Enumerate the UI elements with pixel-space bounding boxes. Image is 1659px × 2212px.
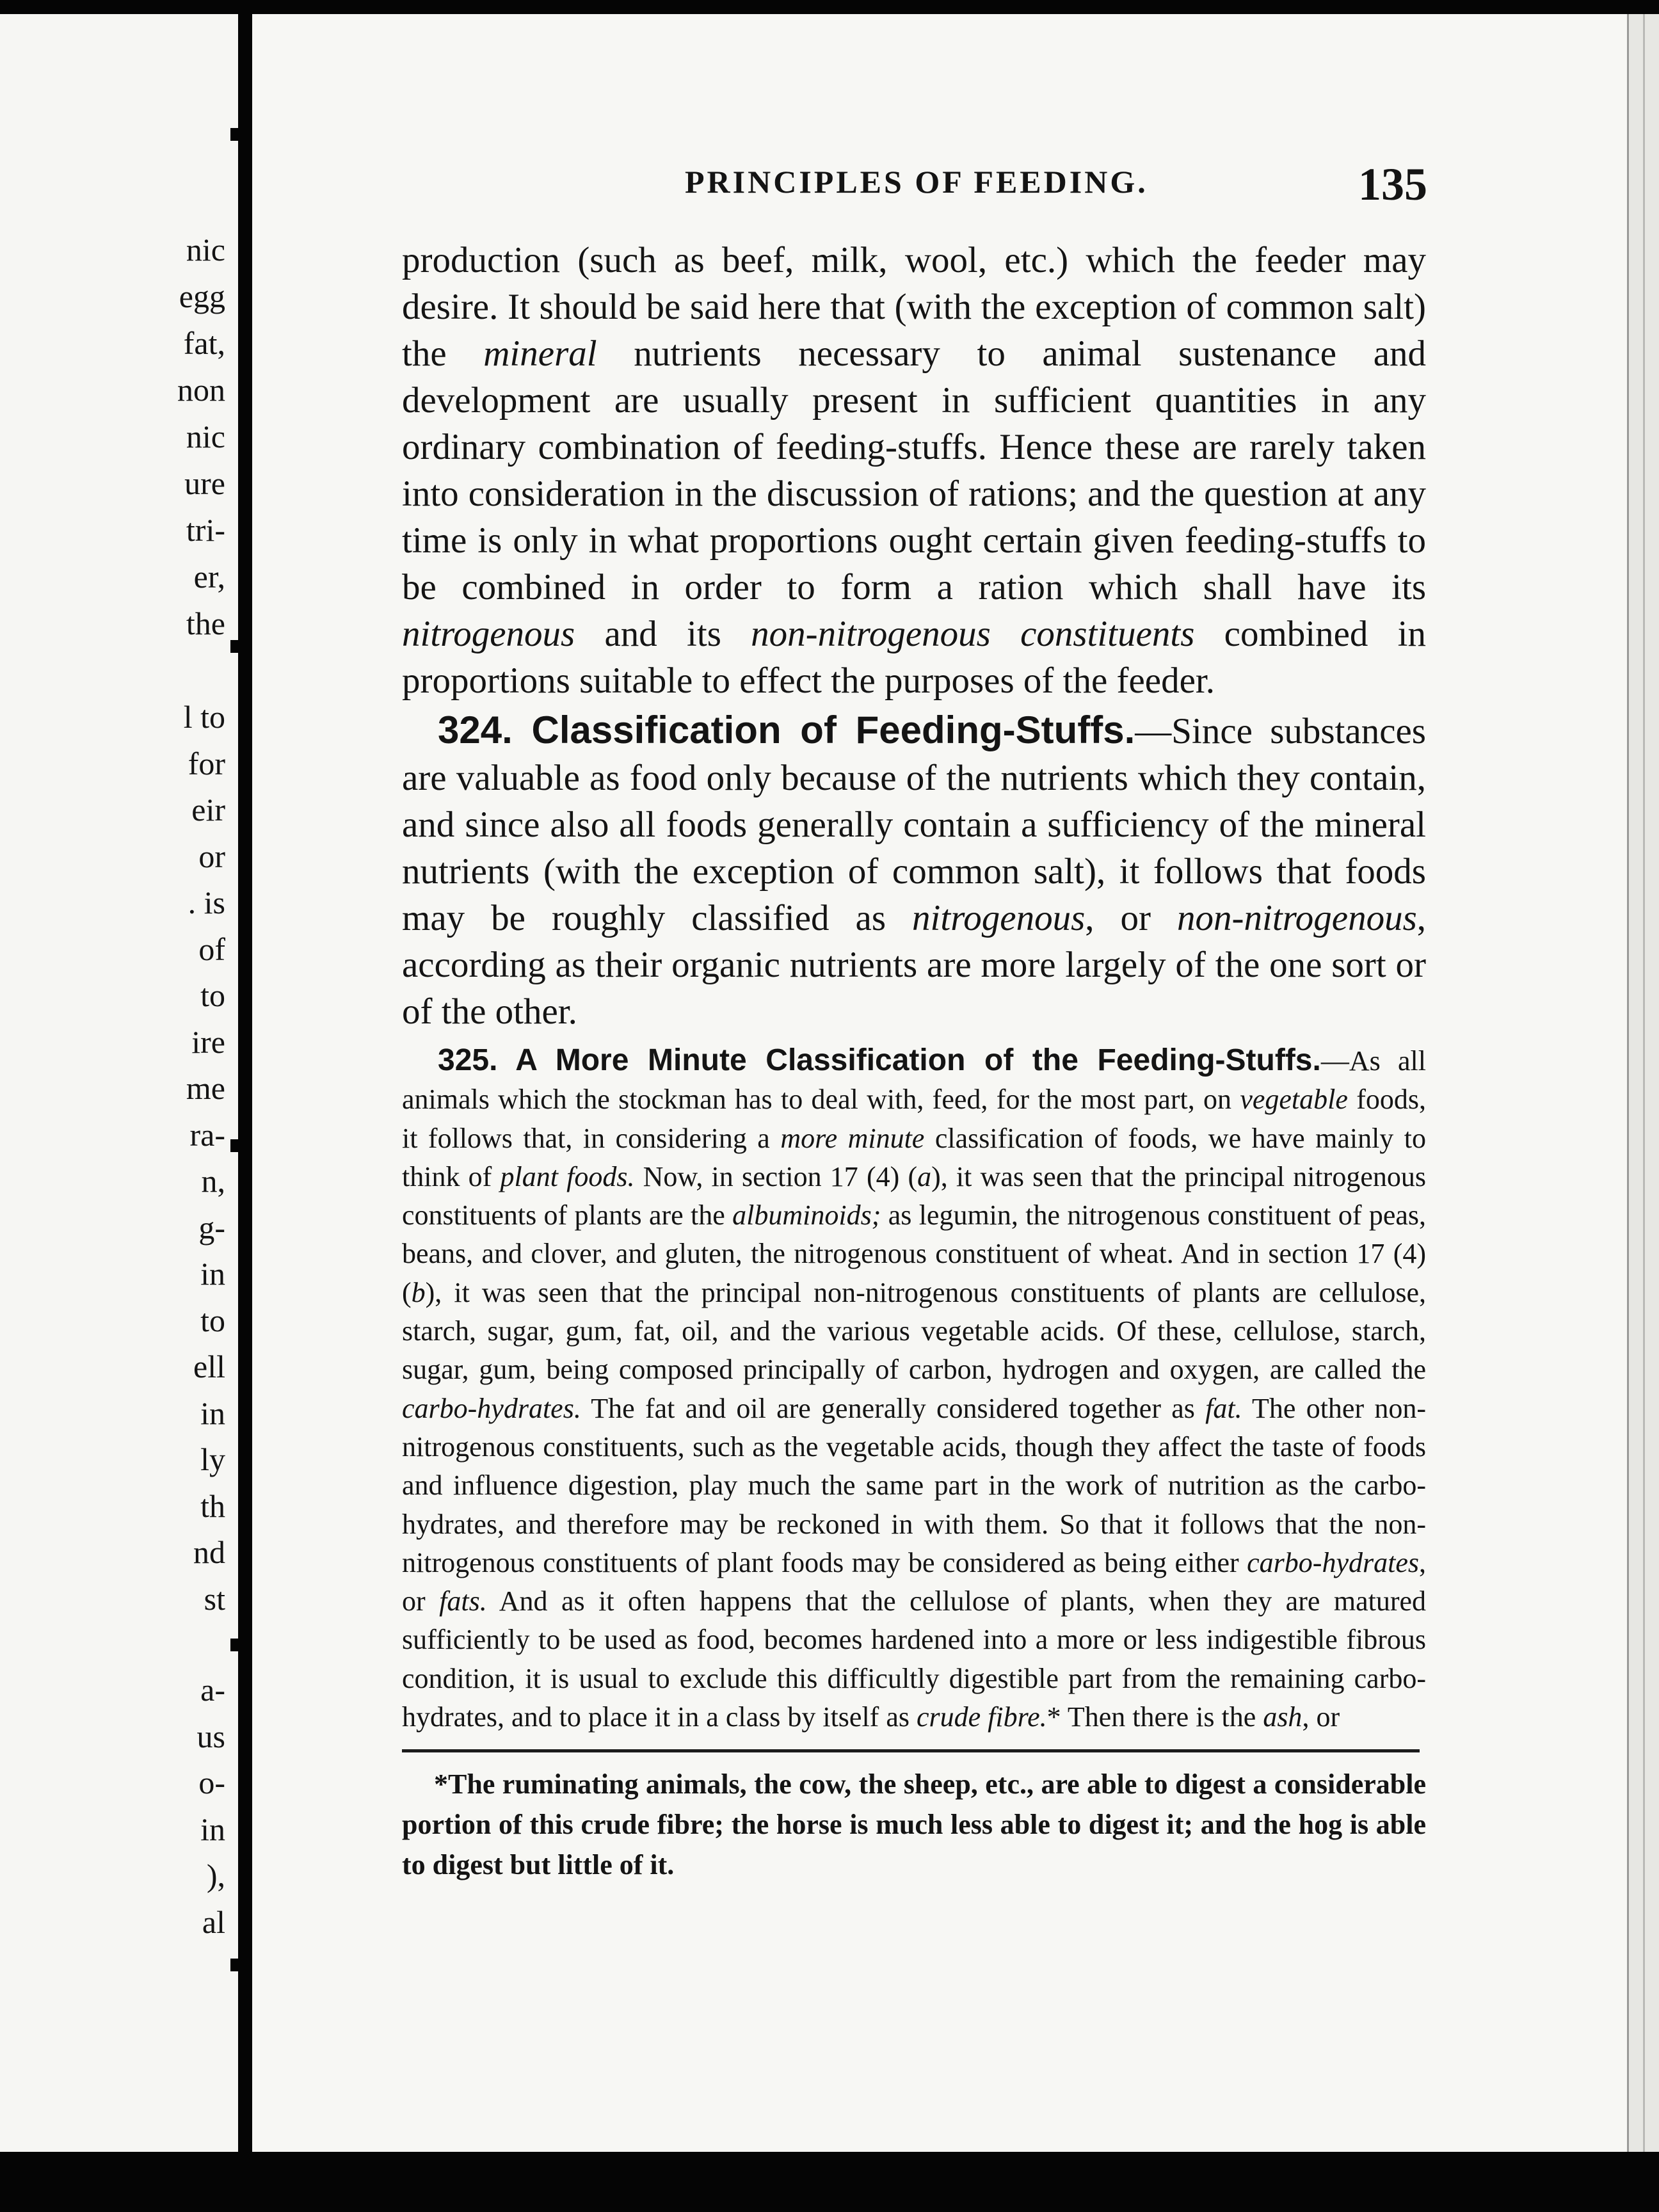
text-run: combined in proportions suitable to effect the purposes of the feeder. [402,614,1427,701]
facing-page-fragment: nd [193,1534,225,1570]
text-run: , according as their organic nutrients are more largely of the one sort or of the other. [402,898,1426,1032]
facing-page-fragment: tri- [186,512,225,548]
facing-page-fragment: ly [200,1441,225,1477]
facing-page-fragment: fat, [183,325,225,361]
text-run: Now, in section 17 (4) ( [634,1160,918,1192]
facing-page-fragment: the [186,605,225,641]
facing-page-edge [0,14,238,2152]
italic-run: fat. [1205,1392,1242,1424]
facing-page-fragment: a- [200,1672,225,1708]
text-run: , or [402,1546,1426,1617]
text-run: production (such as beef, milk, wool, etc.) which the feeder may desire. It should be said here that (with the exception of common salt) the [402,240,1426,374]
facing-page-fragment: of [198,931,225,967]
facing-page-fragment: us [196,1718,225,1754]
page-body [402,237,1426,1885]
page-header [685,159,1427,214]
italic-run: nitrogenous [402,614,575,654]
facing-page-fragment: n, [201,1163,225,1199]
facing-page-fragment: in [200,1811,225,1847]
facing-page-fragment: er, [193,559,225,595]
italic-run: non-nitrogenous [1177,898,1417,938]
page-number: 135 [1358,159,1427,210]
scan-frame-bottom [0,2152,1659,2212]
facing-page-fragment: l to [183,699,225,735]
italic-run: carbo-hydrates. [402,1392,581,1424]
footnote-rule [402,1749,1420,1752]
facing-page-fragment: o- [198,1765,225,1800]
page-edge-right [1627,14,1659,2152]
text-run: —Since substances are valuable as food only because of the nutrients which they contain, and since also all foods generally contain a sufficiency of the mineral nutrients (with the exception of common salt), it follows that foods may be roughly classified as [402,711,1426,938]
text-run: * Then there is the [1046,1701,1263,1733]
text-run: and its [575,614,751,654]
text-run: ), it was seen that the principal non-nitrogenous constituents of plants are cellulose, starch, sugar, gum, fat, oil, and the various vegetable acids. Of these, cellulose, starch, sugar, gum, being composed principally of carbon, hydrogen and oxygen, are called the [402,1276,1426,1386]
facing-page-fragment: ), [206,1857,225,1893]
italic-run: b [411,1276,426,1308]
text-run: foods, it follows that, in considering a [402,1084,1426,1154]
facing-page-fragment: to [200,977,225,1013]
footnote: *The ruminating animals, the cow, the sheep, etc., are able to digest a considerable portion of this crude fibre; the horse is much less able to digest it; and the hog is able to digest but little of it. [402,1768,1426,1881]
italic-run: non-nitrogenous constituents [751,614,1195,654]
text-run: —As all animals which the stockman has to deal with, feed, for the most part, on [402,1045,1426,1116]
facing-page-fragment: for [188,745,225,781]
italic-run: nitrogenous [912,898,1086,938]
text-run: ), it was seen that the principal nitrogenous constituents of plants are the [402,1160,1426,1231]
facing-page-fragment: ire [191,1023,225,1060]
text-run: The other non-nitrogenous constituents, such as the vegetable acids, though they affect the taste of foods and influence digestion, play much the same part in the work of nutrition as the carbo-hydrates, and therefore may be reckoned in with them. So that it follows that the non-nitrogenous constituents of plant foods may be considered as being either [402,1392,1427,1578]
facing-page-fragment: nic [186,419,225,454]
facing-page-fragment: non [177,372,225,408]
text-run: The fat and oil are generally considered together as [581,1392,1206,1424]
section-325-heading: 325. A More Minute Classification of the Feeding-Stuffs. [438,1043,1321,1077]
book-gutter [238,0,252,2212]
text-run: classification of foods, we have mainly to think of [402,1122,1427,1192]
text-run: , or [1302,1701,1340,1733]
italic-run: ash [1263,1701,1302,1733]
facing-page-fragment: in [200,1395,225,1431]
section-325 [402,1041,1426,1736]
text-run: as legumin, the nitrogenous constituent of peas, beans, and clover, and gluten, the nitrogenous constituent of wheat. And in section 17 (4) ( [402,1199,1427,1308]
italic-run: crude fibre. [917,1701,1047,1733]
text-run: , or [1085,898,1178,938]
section-324 [402,707,1426,1035]
facing-page-fragment: ell [193,1349,225,1384]
section-324-heading: 324. Classification of Feeding-Stuffs. [438,709,1135,751]
facing-page-fragment: egg [179,278,225,314]
facing-page-fragment: eir [191,792,225,828]
text-run: nutrients necessary to animal sustenance and development are usually present in sufficient quantities in any ordinary combination of feeding-stuffs. Hence these are rarely taken into consideration in the discussion of rations; and the question at any time is only in what proportions ought certain given feeding-stuffs to be combined in order to form a ration which shall have its [402,333,1426,607]
italic-run: plant foods. [500,1160,635,1192]
facing-page-fragment: to [200,1302,225,1338]
running-head: PRINCIPLES OF FEEDING. [685,164,1148,200]
facing-page-fragment: me [186,1070,225,1106]
facing-page-fragment: or [198,838,225,874]
facing-page-fragment: ure [184,465,225,501]
facing-page-fragment: in [200,1256,225,1292]
text-run: And as it often happens that the cellulose of plants, when they are matured sufficiently to be used as food, becomes hardened into a more or less indigestible fibrous condition, it is usual to exclude this difficultly digestible part from the remaining carbo-hydrates, and to place it in a class by itself as [402,1585,1427,1733]
italic-run: mineral [483,333,597,374]
italic-run: more minute [780,1122,925,1154]
italic-run: albuminoids; [732,1199,881,1231]
italic-run: carbo-hydrates [1247,1546,1419,1578]
facing-page-fragment: nic [186,232,225,268]
facing-page-fragment: st [204,1580,225,1617]
facing-page-fragment: ra- [189,1116,225,1153]
facing-page-fragment: al [202,1903,225,1940]
facing-page-fragment: g- [198,1209,225,1246]
italic-run: fats. [439,1585,487,1617]
italic-run: a [917,1160,932,1192]
paragraph-continuation [402,237,1426,704]
facing-page-fragment: th [200,1487,225,1524]
facing-page-fragment: . is [188,885,225,920]
italic-run: vegetable [1240,1084,1348,1116]
